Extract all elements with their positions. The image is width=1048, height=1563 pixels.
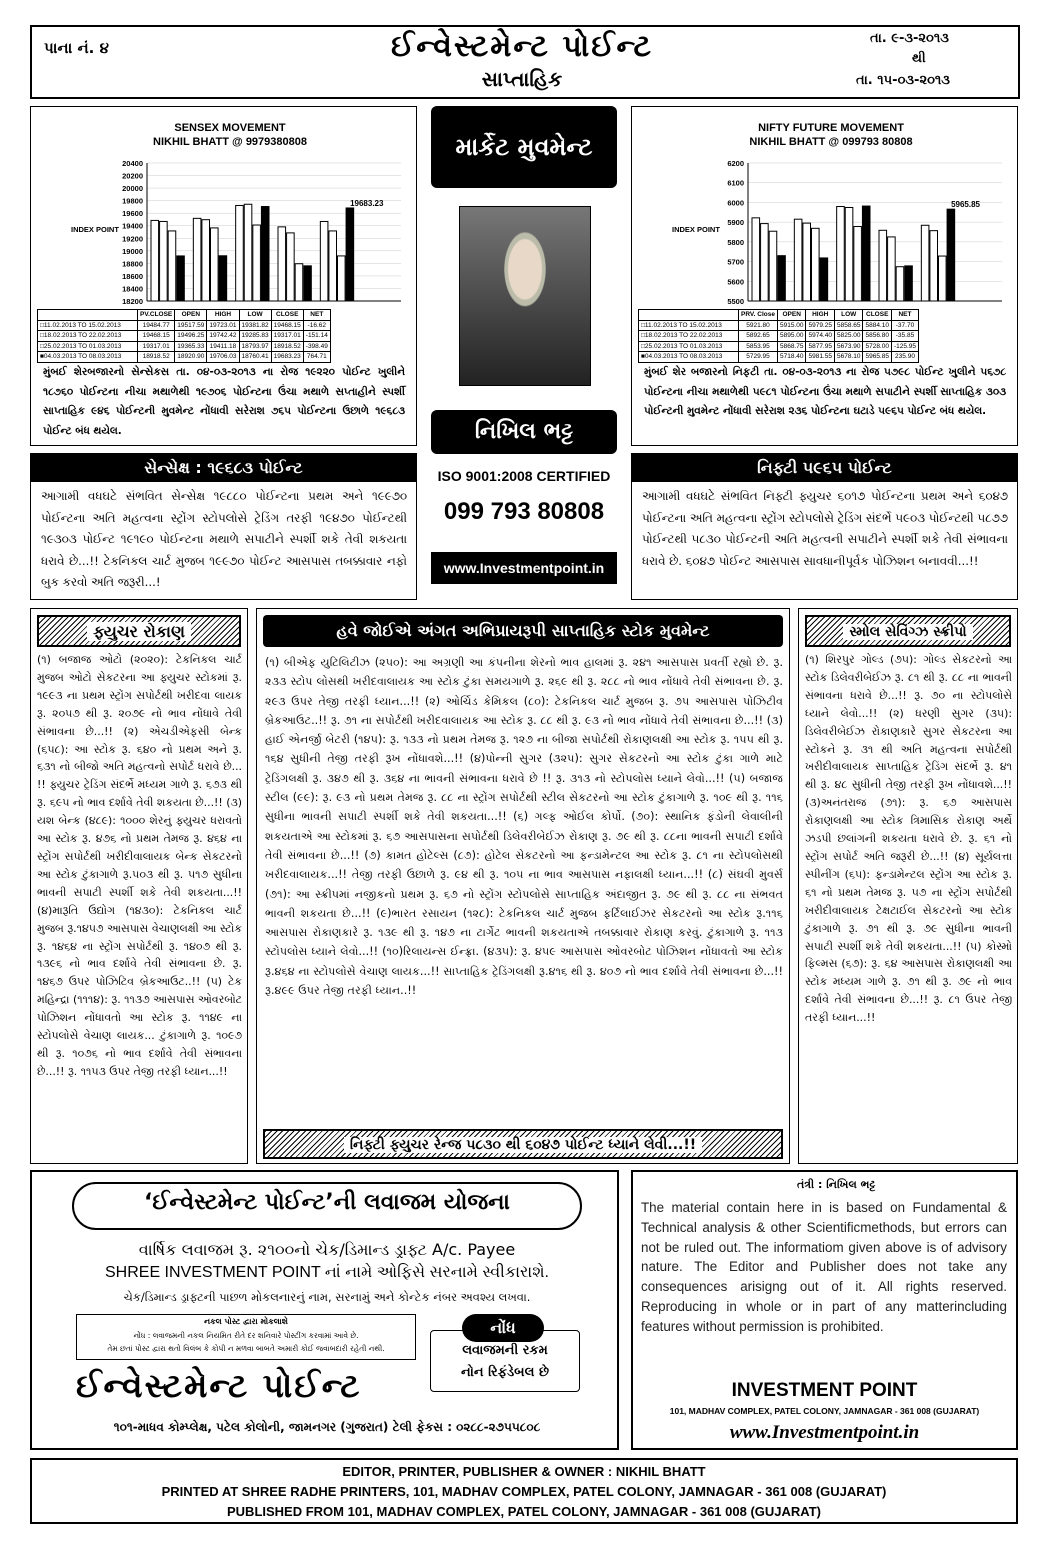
sensex-table-cell: 18920.90 (175, 352, 207, 363)
sensex-ytick: 19600 (122, 209, 143, 219)
nifty-category-label: NET (891, 310, 918, 321)
refund-note-line2: નોન રિફંડેબલ છે (460, 1365, 550, 1380)
nifty-table-row (639, 331, 919, 342)
nifty-chart-subtitle: NIKHIL BHATT @ 099793 80808 (749, 136, 913, 148)
nifty-table-cell: 5856.80 (863, 331, 892, 342)
author-photo (459, 206, 591, 386)
sensex-category-label: NET (303, 310, 330, 321)
sensex-table-cell: 764.71 (303, 352, 330, 363)
nifty-bar (930, 231, 938, 301)
imprint-line2: PRINTED AT SHREE RADHE PRINTERS, 101, MADHAV COMPLEX, PATEL COLONY, JAMNAGAR - 361 008 (GUJARAT) (161, 1484, 887, 1499)
sensex-ytick: 18800 (122, 259, 143, 269)
disclaimer-box (631, 1170, 1018, 1450)
sensex-table-cell: -16.62 (303, 320, 330, 331)
sensex-table-cell: 19484.77 (138, 320, 175, 331)
nifty-outlook-text: આગામી વધઘટે સંભવિત નિફ્ટી ફ્યુચર ૬૦૧૭ પોઈન્ટના પ્રથમ અને ૬૦૪૭ પોઈન્ટના અતિ મહત્વના સ્ટ્રોંગ સ્ટોપલોસે ટ્રેડિંગ સંદર્ભે ૫૯૦૩ પોઈન્ટથી ૫૮૭૭ પોઈન્ટથી ૫૮૩૦ પોઈન્ટની અતિ મહત્વની સપાટીને સ્પર્શી શકે તેવી સંભાવના ધરાવે છે. ૬૦૪૭ પોઈન્ટ આસપાસ સાવધાનીપૂર્વક પોઝિશન બનાવવી...!! (642, 489, 1008, 568)
subscription-address: ૧૦૧-માધવ કોમ્પ્લેક્ષ, પટેલ કોલોની, જામનગર (ગુજરાત) ટેલી ફેકસ : ૦૨૮૮-૨૭૫૫૮૦૮ (113, 1420, 541, 1434)
nifty-table (638, 309, 919, 363)
postal-note-title: નકલ પોસ્ટ દ્વારા મોકલાશે (204, 1317, 288, 1326)
nifty-category-label: OPEN (777, 310, 806, 321)
sensex-table-row (38, 331, 331, 342)
disclaimer-brand: INVESTMENT POINT (731, 1380, 918, 1401)
nifty-bar (761, 224, 769, 301)
nifty-bar (803, 223, 811, 301)
nifty-table-cell: 5884.10 (863, 320, 892, 331)
nifty-outlook (631, 453, 1018, 600)
sensex-table-cell: 18760.41 (239, 352, 271, 363)
nifty-table-header (639, 310, 919, 321)
date-from: તા. ૯-૩-૨૦૧૩ (870, 31, 949, 46)
nifty-table-cell: 5729.95 (739, 352, 778, 363)
sensex-bar (261, 207, 269, 301)
sensex-ytick: 18400 (122, 284, 143, 294)
nifty-ytick: 6000 (727, 198, 744, 208)
sensex-ytick: 19800 (122, 196, 143, 206)
nifty-caption: મુંબઈ શેર બજારનો નિફટી તા. ૦૪-૦૩-૨૦૧૩ ના રોજ ૫૭૯૮ પોઈન્ટ ખુલીને ૫૬૭૮ પોઈન્ટના નીચા મથાળેથી ૫૯૮૧ પોઈન્ટના ઉંચા મથાળે સપાટીને સ્પર્શી સાપ્તાહિક ૩૦૩ પોઈન્ટની મુવમેન્ટ નોંધાવી સરેરાશ ૨૩૬ પોઈન્ટના ઘટાડે ૫૯૬૫ પોઈન્ટ બંધ થયેલ. (644, 366, 1006, 417)
nifty-bar (947, 209, 955, 301)
nifty-table-cell: 5868.75 (777, 341, 806, 352)
nifty-table-cell: ■04.03.2013 TO 08.03.2013 (639, 352, 739, 363)
nifty-ytick: 6100 (727, 178, 744, 188)
nifty-table-cell: 5895.00 (777, 331, 806, 342)
sensex-table-cell: 19517.59 (175, 320, 207, 331)
nifty-ytick: 6200 (727, 159, 744, 168)
imprint-line1: EDITOR, PRINTER, PUBLISHER & OWNER : NIKHIL BHATT (342, 1464, 706, 1479)
sensex-table-cell: 19468.15 (271, 320, 303, 331)
nifty-bar (794, 219, 802, 301)
nifty-table-cell: 5921.80 (739, 320, 778, 331)
nifty-bar (921, 225, 929, 301)
nifty-bar (879, 230, 887, 301)
sensex-category-label: HIGH (207, 310, 239, 321)
sensex-table-row (38, 320, 331, 331)
sensex-annotation: 19683.23 (350, 198, 384, 208)
stock-footer-banner (263, 1129, 783, 1159)
sensex-outlook (30, 453, 417, 600)
sensex-bar (168, 231, 176, 301)
sensex-bar (193, 218, 201, 301)
sensex-table-cell: 19381.82 (239, 320, 271, 331)
sensex-ytick: 20000 (122, 184, 143, 194)
nifty-banner: નિફ્ટી ૫૯૬૫ પોઈન્ટ (632, 454, 1017, 482)
nifty-table-cell: -35.85 (891, 331, 918, 342)
nifty-category-label: PRV. Close (739, 310, 778, 321)
sensex-category-label: OPEN (175, 310, 207, 321)
sensex-ytick: 18200 (122, 297, 143, 306)
nifty-table-cell: -125.95 (891, 341, 918, 352)
nifty-bar (812, 228, 820, 301)
sensex-bar (304, 266, 312, 301)
sensex-outlook-text: આગામી વધઘટે સંભવિત સેન્સેક્ષ ૧૯૮૮૦ પોઈન્ટના પ્રથમ અને ૧૯૯૭૦ પોઈન્ટના અતિ મહત્વના સ્ટ્રોંગ સ્ટોપલોસે ટ્રેડિંગ તરફી ૧૯૪૭૦ પોઈન્ટથી ૧૯૩૦૩ પોઈન્ટ ૧૯૧૯૦ પોઈન્ટના મથાળે સપાટીને સ્પર્શી શકે તેવી શકયતા ધરાવે છે...!! ટેકનિકલ ચાર્ટ મુજબ ૧૯૯૭૦ પોઈન્ટ આસપાસ તબક્કાવાર નફો બુક કરવો અતિ જરૂરી...! (41, 489, 407, 589)
sensex-table-cell: 19365.33 (175, 341, 207, 352)
nifty-table-cell: 5728.00 (863, 341, 892, 352)
sensex-table-cell: □25.02.2013 TO 01.03.2013 (38, 341, 138, 352)
sensex-table-cell: 19317.01 (271, 331, 303, 342)
sensex-table-row (38, 352, 331, 363)
nifty-bar (845, 207, 853, 301)
sensex-table-cell: -151.14 (303, 331, 330, 342)
nifty-bar (752, 218, 760, 301)
nifty-table-cell: 5877.95 (806, 341, 835, 352)
masthead-title: ઈન્વેસ્ટમેન્ટ પોઈન્ટ (391, 29, 653, 64)
nifty-ytick: 5900 (727, 218, 744, 228)
nifty-table-cell: 5915.00 (777, 320, 806, 331)
small-heading-label: સ્મોલ સેવિંગ્ઝ સ્ક્રીપો (843, 624, 972, 640)
nifty-ytick: 5500 (727, 297, 744, 306)
phone-number: 099 793 80808 (443, 498, 605, 525)
sensex-table-header (38, 310, 331, 321)
nifty-bar (769, 231, 777, 301)
sensex-table-cell: 19742.42 (207, 331, 239, 342)
sensex-chart-subtitle: NIKHIL BHATT @ 9979380808 (153, 136, 307, 148)
sensex-bar (219, 256, 227, 301)
future-investment-column (30, 608, 248, 1164)
sensex-ytick: 19400 (122, 221, 143, 231)
nifty-table-cell: 5673.90 (834, 341, 863, 352)
page-number: પાના નં. ૪ (44, 39, 109, 57)
sensex-table-cell: 18918.52 (271, 341, 303, 352)
nifty-bar (862, 206, 870, 301)
sensex-table-cell: 19285.83 (239, 331, 271, 342)
nifty-table-row (639, 352, 919, 363)
nifty-bar (854, 226, 862, 301)
sensex-table-cell: -398.49 (303, 341, 330, 352)
nifty-table-cell: 235.90 (891, 352, 918, 363)
sensex-bar (295, 264, 303, 301)
market-movement-title: માર્કેટ મુવમેન્ટ (431, 106, 617, 188)
market-movement-ad (431, 106, 617, 586)
nifty-annotation: 5965.85 (951, 200, 981, 210)
nifty-bar (905, 266, 913, 301)
sensex-table-cell: 19317.01 (138, 341, 175, 352)
sensex-ytick: 18600 (122, 271, 143, 281)
nifty-ytick: 5700 (727, 257, 744, 267)
sensex-table (37, 309, 331, 363)
sensex-table-cell: 19411.18 (207, 341, 239, 352)
sensex-bar (202, 220, 210, 301)
sensex-ytick: 20400 (122, 159, 143, 168)
nifty-category-label: LOW (834, 310, 863, 321)
sensex-bar (346, 208, 354, 301)
sensex-table-cell: 19468.15 (138, 331, 175, 342)
postal-note-line2: તેમ છતાં પોસ્ટ દ્વારા થતો વિલંબ કે કોપી ન મળવા બાબતે અમારી કોઈ જવાબદારી રહેતી નથી. (107, 1344, 385, 1353)
nifty-bar (778, 256, 786, 301)
date-mid: થી (912, 51, 926, 66)
sensex-table-cell: 19683.23 (271, 352, 303, 363)
sensex-table-cell: 18918.52 (138, 352, 175, 363)
refund-note-line1: લવાજમની રકમ (462, 1343, 548, 1358)
sensex-bar (160, 221, 168, 301)
sensex-table-corner (38, 310, 138, 321)
sensex-category-label: LOW (239, 310, 271, 321)
sensex-banner: સેન્સેક્ષ : ૧૯૬૮૩ પોઈન્ટ (31, 454, 416, 482)
stock-footer-label: નિફ્ટી ફ્યુચર રેન્જ ૫૮૩૦ થી ૬૦૪૭ પોઈન્ટ ધ્યાને લેવી...!! (344, 1137, 702, 1153)
small-savings-column (798, 608, 1018, 1164)
sensex-bar (287, 233, 295, 301)
imprint-footer (30, 1458, 1018, 1524)
sensex-table-cell: □18.02.2013 TO 22.02.2013 (38, 331, 138, 342)
nifty-bar (896, 267, 904, 301)
sensex-bar (320, 221, 328, 301)
sensex-bar (177, 256, 185, 301)
date-to: તા. ૧૫-૦૩-૨૦૧૩ (856, 73, 950, 88)
nifty-table-cell: 5853.95 (739, 341, 778, 352)
nifty-table-cell: 5892.65 (739, 331, 778, 342)
nifty-category-label: CLOSE (863, 310, 892, 321)
nifty-table-cell: 5718.40 (777, 352, 806, 363)
editor-credit: તંત્રી : નિખિલ ભટ્ટ (797, 1178, 876, 1191)
nifty-table-cell: 5981.55 (806, 352, 835, 363)
future-heading-label: ફ્યુચર રોકાણ (87, 622, 191, 641)
nifty-chart-box (631, 106, 1018, 446)
sensex-ytick: 19000 (122, 246, 143, 256)
sensex-chart-title: SENSEX MOVEMENT (174, 122, 286, 134)
nifty-bar (888, 237, 896, 301)
nifty-chart-title: NIFTY FUTURE MOVEMENT (758, 122, 904, 134)
author-name: નિખિલ ભટ્ટ (431, 410, 617, 454)
nifty-table-cell: -37.70 (891, 320, 918, 331)
nifty-bar (939, 256, 947, 301)
sensex-caption: મુંબઈ શેરબજારનો સેન્સેકસ તા. ૦૪-૦૩-૨૦૧૩ ના રોજ ૧૯૨૨૦ પોઈન્ટ ખુલીને ૧૮૭૬૦ પોઈન્ટના નીચા મથાળેથી ૧૯૭૦૬ પોઈન્ટના ઉંચા મથાળે સપ્તાહીને સ્પર્શી સાપ્તાહિક ૯૪૬ પોઈન્ટની મુવમેન્ટ નોંધાવી સરેરાશ ૭૬૫ પોઈન્ટના ઉછાળે ૧૯૬૮૩ પોઈન્ટ બંધ થયેલ. (43, 366, 405, 437)
sensex-table-cell: 19706.03 (207, 352, 239, 363)
nifty-table-cell: 5974.40 (806, 331, 835, 342)
nifty-table-cell: 5979.25 (806, 320, 835, 331)
sensex-category-label: CLOSE (271, 310, 303, 321)
stock-heading: હવે જોઈએ અંગત અભિપ્રાયરૂપી સાપ્તાહિક સ્ટોક મુવમેન્ટ (263, 615, 783, 647)
website[interactable]: www.Investmentpoint.in (431, 552, 617, 584)
subscription-line1: વાર્ષિક લવાજમ રૂ. ૨૧૦૦નો ચેક/ડિમાન્ડ ડ્રાફ્ટ A/c. Payee (138, 1240, 516, 1259)
nifty-bar (837, 207, 845, 301)
stock-movement-column (256, 608, 790, 1164)
sensex-table-row (38, 341, 331, 352)
sensex-chart-box (30, 106, 417, 446)
sensex-ytick: 20200 (122, 171, 143, 181)
nifty-table-row (639, 320, 919, 331)
page-header (30, 25, 1020, 99)
sensex-table-cell: 19723.01 (207, 320, 239, 331)
sensex-bar (151, 220, 159, 301)
iso-certified: ISO 9001:2008 CERTIFIED (437, 468, 611, 484)
masthead-subtitle: સાપ્તાહિક (481, 67, 563, 91)
nifty-table-corner (639, 310, 739, 321)
nifty-table-cell: 5825.00 (834, 331, 863, 342)
nifty-table-cell: 5678.10 (834, 352, 863, 363)
sensex-bar (253, 225, 261, 301)
note-badge: નોંધ (462, 1314, 544, 1342)
future-heading (37, 615, 241, 647)
subscription-brand: ઈન્વેસ્ટમેન્ટ પોઈન્ટ (76, 1366, 362, 1405)
sensex-ylabel: INDEX POINT (71, 225, 119, 234)
sensex-bar (244, 204, 252, 301)
sensex-bar (236, 205, 244, 301)
postal-note-box (76, 1314, 416, 1360)
future-text: (૧) બજાજ ઓટો (૨૦૨૦): ટેકનિકલ ચાર્ટ મુજબ ઓટો સેકટરના આ ફ્યુચર સ્ટોકમાં રૂ. ૧૯૯૩ ના પ્રથમ સ્ટ્રોંગ સપોર્ટથી ખરીદવા લાયક રૂ. ૨૦૫૭ થી રૂ. ૨૦૭૯ નો ભાવ નોંધાવે તેવી સંભાવના છે...!! (૨) એચડીએફસી બેન્ક (૬૫૮): આ સ્ટોક રૂ. ૬૪૦ નો પ્રથમ અને રૂ. ૬૩૧ નો બીજો અતિ મહત્વનો સપોર્ટ ધરાવે છે... !! ફ્યુચર ટ્રેડિંગ સંદર્ભે મધ્યમ ગાળે રૂ. ૬૭૩ થી રૂ. ૬૯૫ નો ભાવ દર્શાવે તેવી શકયતા છે...!! (૩) યશ બેન્ક (૪૮૯): ૧૦૦૦ શેરનું ફ્યુચર ધરાવતો આ સ્ટોક રૂ. ૪૭૬ નો પ્રથમ તેમજ રૂ. ૪૬૪ ના સ્ટ્રોંગ સપોર્ટથી ખરીદીવાલાયક બેન્ક સેકટરનો આ સ્ટોક ટુંકાગાળે રૂ.૫૦૩ થી રૂ. ૫૧૭ સુધીના ભાવની સપાટી સ્પર્શી શકે તેવી શકયતા...!! (૪)મારૂતિ ઉદ્યોગ (૧૪૩૦): ટેકનિકલ ચાર્ટ મુજબ રૂ.૧૪૫૭ આસપાસ વેચાણલક્ષી આ સ્ટોક રૂ. ૧૪૬૪ ના સ્ટ્રોંગ સપોર્ટથી રૂ. ૧૪૦૭ થી રૂ. ૧૩૯૬ નો ભાવ દર્શાવે તેવી સંભાવના છે. રૂ. ૧૪૬૭ ઉપર પોઝિટિવ બ્રેકઆઉટ..!! (૫) ટેક મહિન્દ્રા (૧૧૧૪): રૂ. ૧૧૩૭ આસપાસ ઓવરબોટ પોઝિશન નોંધાવતો આ સ્ટોક રૂ. ૧૧૪૯ ના સ્ટોપલોસે વેચાણ લાયક... ટુંકાગાળે રૂ. ૧૦૯૭ થી રૂ. ૧૦૭૬ નો ભાવ દર્શાવે તેવી સંભાવના છે...!! રૂ. ૧૧૫૩ ઉપર તેજી તરફી ધ્યાન...!! (37, 653, 242, 1078)
disclaimer-address: 101, MADHAV COMPLEX, PATEL COLONY, JAMNAGAR - 361 008 (GUJARAT) (669, 1406, 980, 1416)
sensex-bar (278, 227, 286, 301)
small-heading (805, 615, 1011, 647)
nifty-table-cell: □18.02.2013 TO 22.02.2013 (639, 331, 739, 342)
sensex-table-cell: ■04.03.2013 TO 08.03.2013 (38, 352, 138, 363)
subscription-line2: SHREE INVESTMENT POINT નાં નામે ઓફિસે સરનામે સ્વીકારાશે. (104, 1264, 550, 1281)
subscription-title: ‘ઈન્વેસ્ટમેન્ટ પોઈન્ટ’ની લવાજમ યોજના (144, 1190, 510, 1215)
nifty-table-cell: 5858.65 (834, 320, 863, 331)
sensex-table-cell: □11.02.2013 TO 15.02.2013 (38, 320, 138, 331)
sensex-bar (329, 231, 337, 301)
sensex-bar (211, 228, 219, 301)
sensex-table-cell: 18793.97 (239, 341, 271, 352)
sensex-category-label: PV.CLOSE (138, 310, 175, 321)
small-text: (૧) શિરપુર ગોલ્ડ (૭૫): ગોલ્ડ સેકટરનો આ સ્ટોક ડિલેવરીબેઈઝ રૂ. ૮૧ થી રૂ. ૮૮ ના ભાવની સંભાવના ધરાવે છે...!! રૂ. ૭૦ ના સ્ટોપલોસે ધ્યાને લેવો...!! (૨) ધરણી સુગર (૩૫): ડિલેવરીબેઈઝ રોકાણકારે સુગર સેકટરના આ સ્ટોકને રૂ. ૩૧ થી અતિ મહત્વના સપોર્ટથી ખરીદીવાલાયક સાપ્તાહિક ટ્રેડિંગ સંદર્ભે રૂ. ૪૧ થી રૂ. ૪૮ સુધીની તેજી તરફી રૂખ નોંધાવશે...!! (૩)અનંતરાજ (૭૧): રૂ. ૬૭ આસપાસ રોકાણલક્ષી આ સ્ટોક ત્રિમાસિક રોકાણ અર્થે ઝડપી છલાંગની શકયતા ધરાવે છે. રૂ. ૬૧ નો સ્ટ્રોંગ સપોર્ટ અતિ જરૂરી છે...!! (૪) સૂર્યલત્તા સ્પીનીંગ (૬૫): ફન્ડામેન્ટલ સ્ટ્રોંગ આ સ્ટોક રૂ. ૬૧ નો પ્રથમ તેમજ રૂ. ૫૭ ના સ્ટ્રોંગ સપોર્ટથી ખરીદીવાલાયક ટેક્ષટાઈલ સેકટરનો આ સ્ટોક ટુંકાગાળે રૂ. ૭૧ થી રૂ. ૭૯ સુધીના ભાવની સપાટી સ્પર્શી શકે તેવી શકયતા...!! (૫) કોસ્મો ફિલ્મસ (૬૭): રૂ. ૬૪ આસપાસ રોકાણલક્ષી આ સ્ટોક મધ્યમ ગાળે રૂ. ૭૧ થી રૂ. ૭૯ નો ભાવ દર્શાવે તેવી સંભાવના છે...!! રૂ. ૮૧ ઉપર તેજી તરફી ધ્યાન...!! (805, 653, 1012, 1025)
subscription-line3: ચેક/ડિમાન્ડ ડ્રાફ્ટની પાછળ મોકલનારનું નામ, સરનામું અને કોન્ટેક નંબર અવશ્ય લખવા. (123, 1290, 531, 1304)
nifty-category-label: HIGH (806, 310, 835, 321)
nifty-table-cell: 5965.85 (863, 352, 892, 363)
disclaimer-text: The material contain here in is based on Fundamental & Technical analysis & other Scientificmethods, but errors can not be ruled out. The informatiom given above is of advisory nature. The Editor and Publisher does not take any consequences arisigng out of it. All rights reserved. Reproducing in whole or in part of any matterincluding features without permission is prohibited. (641, 1200, 1007, 1334)
nifty-table-cell: □11.02.2013 TO 15.02.2013 (639, 320, 739, 331)
nifty-ytick: 5600 (727, 277, 744, 287)
nifty-bar (820, 258, 828, 301)
sensex-table-cell: 19496.25 (175, 331, 207, 342)
sensex-ytick: 19200 (122, 234, 143, 244)
postal-note-line1: નોંધ : લવાજમની નકલ નિયમિત રીતે દર શનિવારે પોસ્ટીંગ કરવામાં આવે છે. (133, 1331, 359, 1340)
subscription-box (30, 1170, 619, 1450)
nifty-table-cell: □25.02.2013 TO 01.03.2013 (639, 341, 739, 352)
nifty-ylabel: INDEX POINT (672, 225, 720, 234)
nifty-ytick: 5800 (727, 237, 744, 247)
sensex-bar (338, 256, 346, 301)
nifty-table-row (639, 341, 919, 352)
disclaimer-website[interactable]: www.Investmentpoint.in (729, 1422, 920, 1443)
stock-text: (૧) બીએફ યુટિલિટીઝ (૨૫૦): આ અગ્રણી આ કંપનીના શેરનો ભાવ હાલમાં રૂ. ૨૪૧ આસપાસ પ્રવર્તી રહ્યો છે. રૂ. ૨૩૩ સ્ટોપ લોસથી ખરીદવાલાયક આ સ્ટોક ટુંકા સમયગાળે રૂ. ૨૬૯ થી રૂ. ૨૮૮ નો ભાવ નોંધાવે તેવી સંભાવના છે. રૂ. ૨૯૩ ઉપર તેજી તરફી ધ્યાન...!! (૨) ઓર્ચિડ કેમિકલ (૮૦): ટેકનિકલ ચાર્ટ મુજબ રૂ. ૭૫ આસપાસ પોઝિટીવ બ્રેકઆઉટ..!! રૂ. ૭૧ ના સપોર્ટથી ખરીદવાલાયક આ સ્ટોક રૂ. ૮૮ થી રૂ. ૯૩ નો ભાવ નોંધાવે તેવી સંભાવના છે...!! (૩) હાઈ એનર્જી બેટરી (૧૪૫): રૂ. ૧૩૩ નો પ્રથમ તેમજ રૂ. ૧૨૭ ના બીજા સપોર્ટથી રોકાણલક્ષી આ સ્ટોક રૂ. ૧૫૫ થી રૂ. ૧૬૪ સુધીની તેજી તરફી રૂખ નોંધાવશે...!! (૪)પોન્ની સુગર (૩૨૫): સુગર સેકટરનો આ સ્ટોક ટુંકા ગાળે માટે ટ્રેડિંગલક્ષી રૂ. ૩૪૭ થી રૂ. ૩૬૪ ના ભાવની સંભાવના ધરાવે છે !! રૂ. ૩૧૩ નો સ્ટોપલોસ ધ્યાને લેવો...!! (૫) બજાજ સ્ટીલ (૯૯): રૂ. ૯૩ નો પ્રથમ તેમજ રૂ. ૮૮ ના સ્ટ્રોંગ સપોર્ટથી સ્ટીલ સેકટરનો આ સ્ટોક ટુંકાગાળે રૂ. ૧૦૯ થી રૂ. ૧૧૬ સુધીના ભાવની સપાટી સ્પર્શી શકે તેવી શકયતા...!! (૬) ગલ્ફ ઓઈલ કોર્પો. (૭૦): સ્થાનિક ફંડોની લેવાલીની શકયતાએ આ સ્ટોકમાં રૂ. ૬૭ આસપાસના સપોર્ટથી ડિલેવરીબેઈઝ રોકાણ રૂ. ૭૯ થી રૂ. ૮૮ના ભાવની સપાટી દર્શાવે તેવી સંભાવના છે...!! (૭) કામત હોટેલ્સ (૮૭): હોટેલ સેકટરનો આ ફન્ડામેન્ટલ આ સ્ટોક રૂ. ૮૧ ના સ્ટોપલોસથી ખરીદવાલાયક...!! તેજી તરફી ઉછાળે રૂ. ૯૪ થી રૂ. ૧૦૫ ના ભાવ આસપાસ નફાલક્ષી ધ્યાન...!! (૮) સંઘવી મુવર્સ (૭૧): આ સ્ક્રીપમાં નજીકનો પ્રથમ રૂ. ૬૭ નો સ્ટ્રોંગ સ્ટોપલોસે સાપ્તાહિક અંદાજીત રૂ. ૭૯ થી રૂ. ૮૮ ના સંભવત ભાવની શકયતા છે...!! (૯)ભારત રસાયન (૧૨૮): ટેકનિકલ ચાર્ટ મુજબ ફર્ટિલાઈઝર સેકટરનો આ સ્ટોક રૂ.૧૧૬ આસપાસ રોકાણકારે રૂ. ૧૩૯ થી રૂ. ૧૪૭ ના ટાર્ગેટ ભાવની શકયતાએ તબક્કાવાર રોકાણ કરવું. ટુંકાગાળે રૂ. ૧૧૩ સ્ટોપલોસ ધ્યાને લેવો...!! (૧૦)રિલાયન્સ ઈન્ફ્રા. (૪૩૫): રૂ. ૪૫૯ આસપાસ ઓવરબોટ પોઝિશન નોંધાવતો આ સ્ટોક રૂ.૪૬૪ ના સ્ટોપલોસે વેચાણ લાયક...!! સાપ્તાહિક ટ્રેડિંગલક્ષી રૂ.૪૧૬ થી રૂ. ૪૦૭ નો ભાવ દર્શાવે તેવી સંભાવના છે...!! રૂ.૪૯૯ ઉપર તેજી તરફી ધ્યાન..!! (265, 656, 783, 998)
imprint-line3: PUBLISHED FROM 101, MADHAV COMPLEX, PATEL COLONY, JAMNAGAR - 361 008 (GUJARAT) (227, 1504, 821, 1519)
